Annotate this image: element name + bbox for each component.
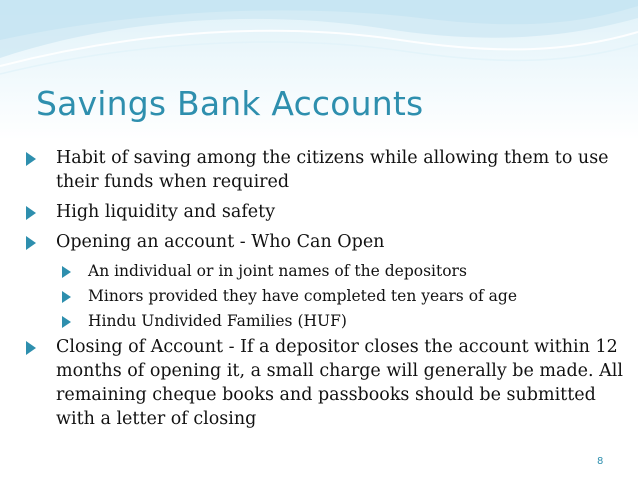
bullet-list [24,146,624,437]
sub-bullet-text: An individual or in joint names of the depositors [88,262,467,280]
page-number: 8 [597,456,604,467]
triangle-bullet-icon [62,266,71,278]
slide-title: Savings Bank Accounts [36,84,424,123]
sub-bullet-text: Minors provided they have completed ten years of age [88,287,518,305]
bullet-text: High liquidity and safety [56,202,276,222]
sub-bullet-text: Hindu Undivided Families (HUF) [88,312,347,330]
bullet-item [24,146,624,194]
triangle-bullet-icon [62,316,71,328]
bullet-item [24,335,624,431]
bullet-text: Opening an account - Who Can Open [56,232,385,252]
sub-bullet-item [24,285,624,307]
bullet-item [24,230,624,254]
triangle-bullet-icon [26,236,36,250]
triangle-bullet-icon [26,206,36,220]
bullet-text: Closing of Account - If a depositor closes the account within 12 months of opening it, a small charge will generally be made. All remaining cheque books and passbooks should be submitted with a letter of closing [56,337,623,429]
triangle-bullet-icon [26,341,36,355]
bullet-item [24,200,624,224]
triangle-bullet-icon [62,291,71,303]
sub-bullet-item [24,310,624,332]
sub-bullet-item [24,260,624,282]
triangle-bullet-icon [26,152,36,166]
bullet-text: Habit of saving among the citizens while allowing them to use their funds when required [56,148,609,192]
